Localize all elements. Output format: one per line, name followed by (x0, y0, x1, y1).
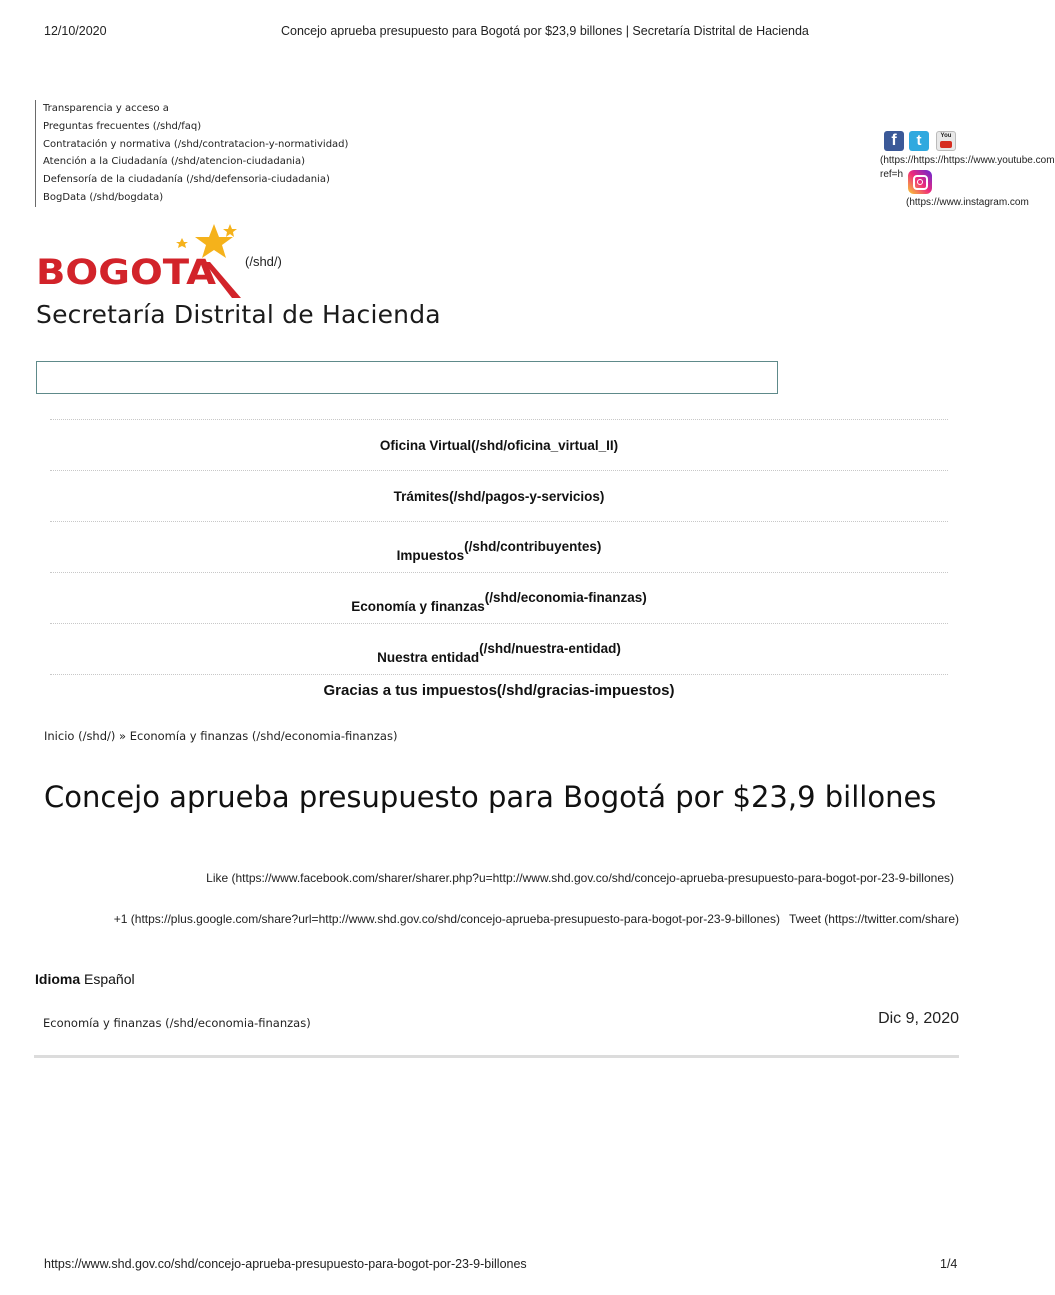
logo-wordmark: BOGOTA (36, 253, 216, 293)
category-link[interactable]: Economía y finanzas (/shd/economia-finanzas) (43, 1016, 311, 1030)
nav-url-entidad: (/shd/nuestra-entidad) (479, 641, 621, 656)
top-links-list (35, 100, 348, 207)
main-nav (50, 419, 948, 675)
search-input[interactable] (36, 361, 778, 394)
nav-label-economia: Economía y finanzas (351, 599, 485, 614)
share-links (114, 912, 959, 926)
logo-star-tiny (176, 238, 188, 248)
nav-label-entidad: Nuestra entidad (377, 650, 480, 665)
article-title: Concejo aprueba presupuesto para Bogotá por $23,9 billones (44, 780, 937, 814)
social-link-text[interactable]: (https://https://https://www.youtube.com (880, 155, 1055, 166)
instagram-icon[interactable] (908, 170, 932, 194)
instagram-link-text[interactable]: (https://www.instagram.com (906, 197, 1029, 208)
section-divider (34, 1055, 959, 1058)
print-page-title: Concejo aprueba presupuesto para Bogotá por $23,9 billones | Secretaría Distrital de Hacienda (281, 24, 809, 38)
language-field (35, 971, 135, 987)
facebook-like-link[interactable]: Like (https://www.facebook.com/sharer/sharer.php?u=http://www.shd.gov.co/shd/concejo-aprueba-presupuesto-para-bogot-por-23-9-billones) (206, 871, 954, 885)
nav-item-nuestra-entidad[interactable] (50, 624, 948, 675)
nav-label-impuestos: Impuestos (396, 548, 465, 563)
breadcrumb[interactable]: Inicio (/shd/) » Economía y finanzas (/shd/economia-finanzas) (44, 729, 398, 743)
top-link-atencion[interactable]: Atención a la Ciudadanía (/shd/atencion-ciudadania) (43, 156, 305, 168)
top-link-contratacion[interactable]: Contratación y normativa (/shd/contratacion-y-normatividad) (43, 138, 349, 150)
tweet-link[interactable]: Tweet (https://twitter.com/share) (788, 912, 959, 926)
logo-link-text[interactable]: (/shd/) (245, 254, 282, 269)
nav-item-economia[interactable] (50, 573, 948, 624)
nav-item-tramites[interactable]: Trámites(/shd/pagos-y-servicios) (50, 471, 948, 522)
language-value: Español (84, 971, 135, 987)
nav-item-impuestos[interactable] (50, 522, 948, 573)
twitter-icon[interactable]: t (909, 131, 929, 151)
social-links (880, 129, 1055, 211)
top-link-transparencia[interactable]: Transparencia y acceso a (43, 103, 169, 114)
nav-url-economia: (/shd/economia-finanzas) (484, 590, 647, 605)
social-link-ref-text[interactable]: ref=h (880, 169, 904, 180)
nav-item-oficina-virtual[interactable]: Oficina Virtual(/shd/oficina_virtual_II) (50, 420, 948, 471)
logo-star-small (223, 224, 237, 237)
top-link-defensoria[interactable]: Defensoría de la ciudadanía (/shd/defensoria-ciudadania) (43, 174, 330, 186)
post-date: Dic 9, 2020 (878, 1010, 959, 1027)
print-page-number: 1/4 (940, 1257, 958, 1271)
top-link-bogdata[interactable]: BogData (/shd/bogdata) (43, 191, 164, 203)
youtube-icon[interactable]: You (936, 131, 956, 151)
language-label: Idioma (35, 971, 81, 987)
top-link-faq[interactable]: Preguntas frecuentes (/shd/faq) (43, 120, 202, 132)
print-date: 12/10/2020 (44, 24, 107, 38)
nav-url-impuestos: (/shd/contribuyentes) (464, 539, 602, 554)
nav-item-gracias-impuestos[interactable]: Gracias a tus impuestos(/shd/gracias-impuestos) (323, 682, 675, 699)
bogota-logo[interactable] (36, 222, 246, 300)
site-name: Secretaría Distrital de Hacienda (36, 300, 441, 329)
print-footer-url: https://www.shd.gov.co/shd/concejo-aprueba-presupuesto-para-bogot-por-23-9-billones (44, 1257, 527, 1271)
facebook-icon[interactable]: f (884, 131, 904, 151)
google-plus-link[interactable]: +1 (https://plus.google.com/share?url=http://www.shd.gov.co/shd/concejo-aprueba-presupuesto-para-bogot-por-23-9-billones) (113, 912, 780, 926)
